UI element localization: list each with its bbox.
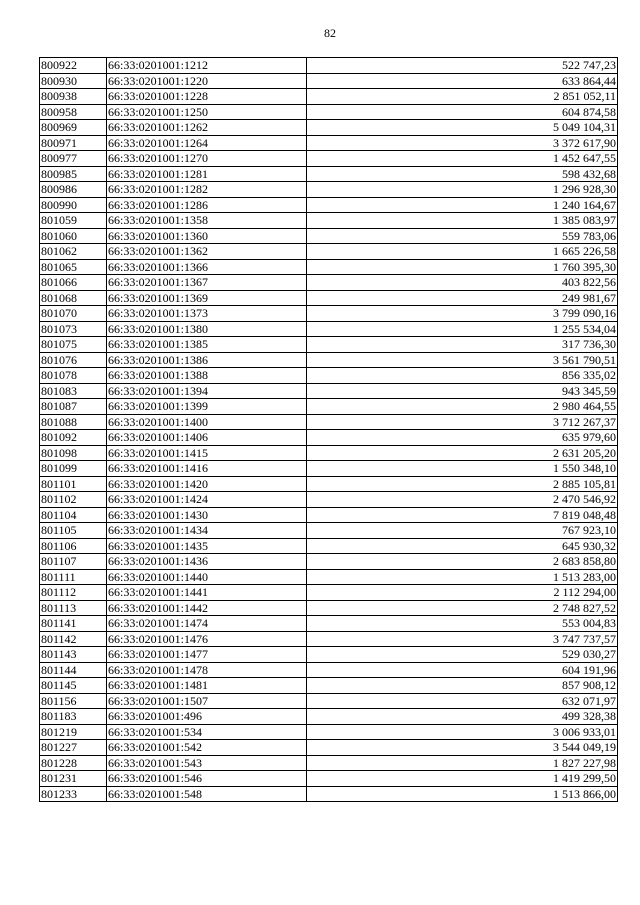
cadastral-number-cell: 66:33:0201001:1435 <box>107 538 307 554</box>
cadastral-number-cell: 66:33:0201001:1385 <box>107 337 307 353</box>
cadastral-value-cell: 3 372 617,90 <box>307 135 618 151</box>
row-id-cell: 801227 <box>40 740 107 756</box>
cadastral-number-cell: 66:33:0201001:1281 <box>107 166 307 182</box>
cadastral-value-cell: 604 191,96 <box>307 662 618 678</box>
cadastral-value-cell: 559 783,06 <box>307 228 618 244</box>
cadastral-number-cell: 66:33:0201001:1388 <box>107 368 307 384</box>
row-id-cell: 801105 <box>40 523 107 539</box>
table-row <box>40 58 618 74</box>
cadastral-value-cell: 3 561 790,51 <box>307 352 618 368</box>
cadastral-number-cell: 66:33:0201001:1474 <box>107 616 307 632</box>
cadastral-number-cell: 66:33:0201001:546 <box>107 771 307 787</box>
table-row <box>40 244 618 260</box>
row-id-cell: 801112 <box>40 585 107 601</box>
row-id-cell: 801101 <box>40 476 107 492</box>
row-id-cell: 800971 <box>40 135 107 151</box>
cadastral-number-cell: 66:33:0201001:1386 <box>107 352 307 368</box>
cadastral-number-cell: 66:33:0201001:1228 <box>107 89 307 105</box>
cadastral-number-cell: 66:33:0201001:1415 <box>107 445 307 461</box>
table-row <box>40 492 618 508</box>
cadastral-number-cell: 66:33:0201001:1282 <box>107 182 307 198</box>
cadastral-number-cell: 66:33:0201001:1212 <box>107 58 307 74</box>
cadastral-number-cell: 66:33:0201001:1430 <box>107 507 307 523</box>
row-id-cell: 800990 <box>40 197 107 213</box>
table-row <box>40 771 618 787</box>
row-id-cell: 801228 <box>40 755 107 771</box>
cadastral-number-cell: 66:33:0201001:1399 <box>107 399 307 415</box>
cadastral-number-cell: 66:33:0201001:1442 <box>107 600 307 616</box>
table-row <box>40 476 618 492</box>
cadastral-value-cell: 3 006 933,01 <box>307 724 618 740</box>
cadastral-number-cell: 66:33:0201001:1441 <box>107 585 307 601</box>
row-id-cell: 800985 <box>40 166 107 182</box>
row-id-cell: 801106 <box>40 538 107 554</box>
cadastral-value-table <box>39 57 618 802</box>
row-id-cell: 801066 <box>40 275 107 291</box>
table-row <box>40 259 618 275</box>
row-id-cell: 801142 <box>40 631 107 647</box>
cadastral-number-cell: 66:33:0201001:1436 <box>107 554 307 570</box>
table-row <box>40 352 618 368</box>
cadastral-number-cell: 66:33:0201001:1373 <box>107 306 307 322</box>
cadastral-value-cell: 1 760 395,30 <box>307 259 618 275</box>
row-id-cell: 801060 <box>40 228 107 244</box>
row-id-cell: 801065 <box>40 259 107 275</box>
table-row <box>40 569 618 585</box>
cadastral-value-cell: 2 980 464,55 <box>307 399 618 415</box>
row-id-cell: 801092 <box>40 430 107 446</box>
cadastral-value-cell: 1 385 083,97 <box>307 213 618 229</box>
table-row <box>40 73 618 89</box>
table-row <box>40 507 618 523</box>
table-row <box>40 662 618 678</box>
cadastral-number-cell: 66:33:0201001:1358 <box>107 213 307 229</box>
table-row <box>40 755 618 771</box>
row-id-cell: 801083 <box>40 383 107 399</box>
row-id-cell: 801219 <box>40 724 107 740</box>
cadastral-value-cell: 2 851 052,11 <box>307 89 618 105</box>
cadastral-value-cell: 1 419 299,50 <box>307 771 618 787</box>
cadastral-value-cell: 2 112 294,00 <box>307 585 618 601</box>
cadastral-number-cell: 66:33:0201001:1262 <box>107 120 307 136</box>
cadastral-value-cell: 7 819 048,48 <box>307 507 618 523</box>
table-row <box>40 182 618 198</box>
row-id-cell: 801144 <box>40 662 107 678</box>
table-row <box>40 383 618 399</box>
table-row <box>40 445 618 461</box>
cadastral-value-cell: 632 071,97 <box>307 693 618 709</box>
table-row <box>40 89 618 105</box>
cadastral-value-cell: 1 296 928,30 <box>307 182 618 198</box>
cadastral-value-cell: 2 885 105,81 <box>307 476 618 492</box>
cadastral-value-cell: 2 470 546,92 <box>307 492 618 508</box>
cadastral-number-cell: 66:33:0201001:1478 <box>107 662 307 678</box>
cadastral-number-cell: 66:33:0201001:1420 <box>107 476 307 492</box>
table-row <box>40 430 618 446</box>
row-id-cell: 800977 <box>40 151 107 167</box>
table-row <box>40 399 618 415</box>
table-row <box>40 461 618 477</box>
row-id-cell: 801062 <box>40 244 107 260</box>
cadastral-value-cell: 5 049 104,31 <box>307 120 618 136</box>
cadastral-number-cell: 66:33:0201001:1366 <box>107 259 307 275</box>
cadastral-value-cell: 635 979,60 <box>307 430 618 446</box>
cadastral-number-cell: 66:33:0201001:1369 <box>107 290 307 306</box>
cadastral-value-cell: 1 513 866,00 <box>307 786 618 802</box>
cadastral-number-cell: 66:33:0201001:548 <box>107 786 307 802</box>
row-id-cell: 800986 <box>40 182 107 198</box>
cadastral-number-cell: 66:33:0201001:1476 <box>107 631 307 647</box>
row-id-cell: 801087 <box>40 399 107 415</box>
cadastral-number-cell: 66:33:0201001:1380 <box>107 321 307 337</box>
row-id-cell: 800969 <box>40 120 107 136</box>
row-id-cell: 801098 <box>40 445 107 461</box>
cadastral-value-cell: 2 748 827,52 <box>307 600 618 616</box>
cadastral-number-cell: 66:33:0201001:1360 <box>107 228 307 244</box>
cadastral-value-cell: 249 981,67 <box>307 290 618 306</box>
cadastral-number-cell: 66:33:0201001:542 <box>107 740 307 756</box>
table-row <box>40 321 618 337</box>
cadastral-number-cell: 66:33:0201001:1400 <box>107 414 307 430</box>
cadastral-value-cell: 499 328,38 <box>307 709 618 725</box>
row-id-cell: 801088 <box>40 414 107 430</box>
table-row <box>40 647 618 663</box>
cadastral-number-cell: 66:33:0201001:1507 <box>107 693 307 709</box>
cadastral-number-cell: 66:33:0201001:1367 <box>107 275 307 291</box>
cadastral-number-cell: 66:33:0201001:1406 <box>107 430 307 446</box>
row-id-cell: 801070 <box>40 306 107 322</box>
cadastral-number-cell: 66:33:0201001:1481 <box>107 678 307 694</box>
cadastral-value-cell: 604 874,58 <box>307 104 618 120</box>
cadastral-value-cell: 3 799 090,16 <box>307 306 618 322</box>
table-row <box>40 631 618 647</box>
row-id-cell: 800958 <box>40 104 107 120</box>
cadastral-number-cell: 66:33:0201001:1270 <box>107 151 307 167</box>
row-id-cell: 800922 <box>40 58 107 74</box>
table-row <box>40 306 618 322</box>
table-row <box>40 228 618 244</box>
table-row <box>40 554 618 570</box>
cadastral-value-cell: 3 712 267,37 <box>307 414 618 430</box>
cadastral-number-cell: 66:33:0201001:1220 <box>107 73 307 89</box>
table-row <box>40 104 618 120</box>
table-row <box>40 678 618 694</box>
cadastral-value-cell: 529 030,27 <box>307 647 618 663</box>
cadastral-number-cell: 66:33:0201001:1264 <box>107 135 307 151</box>
cadastral-value-cell: 1 827 227,98 <box>307 755 618 771</box>
row-id-cell: 801104 <box>40 507 107 523</box>
cadastral-number-cell: 66:33:0201001:1250 <box>107 104 307 120</box>
row-id-cell: 800930 <box>40 73 107 89</box>
row-id-cell: 801099 <box>40 461 107 477</box>
table-row <box>40 523 618 539</box>
cadastral-number-cell: 66:33:0201001:1424 <box>107 492 307 508</box>
table-row <box>40 724 618 740</box>
row-id-cell: 800938 <box>40 89 107 105</box>
row-id-cell: 801143 <box>40 647 107 663</box>
cadastral-value-cell: 403 822,56 <box>307 275 618 291</box>
row-id-cell: 801113 <box>40 600 107 616</box>
row-id-cell: 801107 <box>40 554 107 570</box>
cadastral-value-cell: 1 255 534,04 <box>307 321 618 337</box>
row-id-cell: 801078 <box>40 368 107 384</box>
cadastral-number-cell: 66:33:0201001:1434 <box>107 523 307 539</box>
table-body <box>40 58 618 802</box>
table-row <box>40 135 618 151</box>
table-row <box>40 585 618 601</box>
cadastral-value-cell: 1 240 164,67 <box>307 197 618 213</box>
cadastral-value-cell: 3 544 049,19 <box>307 740 618 756</box>
cadastral-value-cell: 1 452 647,55 <box>307 151 618 167</box>
cadastral-number-cell: 66:33:0201001:1394 <box>107 383 307 399</box>
table-row <box>40 600 618 616</box>
cadastral-value-cell: 598 432,68 <box>307 166 618 182</box>
row-id-cell: 801156 <box>40 693 107 709</box>
table-row <box>40 414 618 430</box>
cadastral-value-cell: 522 747,23 <box>307 58 618 74</box>
row-id-cell: 801059 <box>40 213 107 229</box>
cadastral-number-cell: 66:33:0201001:1286 <box>107 197 307 213</box>
table-row <box>40 337 618 353</box>
table-row <box>40 693 618 709</box>
cadastral-value-cell: 645 930,32 <box>307 538 618 554</box>
cadastral-value-cell: 633 864,44 <box>307 73 618 89</box>
row-id-cell: 801076 <box>40 352 107 368</box>
table-row <box>40 290 618 306</box>
row-id-cell: 801141 <box>40 616 107 632</box>
cadastral-value-cell: 857 908,12 <box>307 678 618 694</box>
cadastral-number-cell: 66:33:0201001:1416 <box>107 461 307 477</box>
cadastral-value-cell: 1 513 283,00 <box>307 569 618 585</box>
row-id-cell: 801183 <box>40 709 107 725</box>
cadastral-number-cell: 66:33:0201001:1440 <box>107 569 307 585</box>
table-row <box>40 120 618 136</box>
table-row <box>40 151 618 167</box>
cadastral-number-cell: 66:33:0201001:543 <box>107 755 307 771</box>
cadastral-value-cell: 2 683 858,80 <box>307 554 618 570</box>
table-row <box>40 368 618 384</box>
row-id-cell: 801233 <box>40 786 107 802</box>
table-row <box>40 709 618 725</box>
cadastral-value-cell: 2 631 205,20 <box>307 445 618 461</box>
row-id-cell: 801111 <box>40 569 107 585</box>
cadastral-value-cell: 1 550 348,10 <box>307 461 618 477</box>
table-row <box>40 166 618 182</box>
cadastral-number-cell: 66:33:0201001:1477 <box>107 647 307 663</box>
table-row <box>40 275 618 291</box>
cadastral-value-cell: 943 345,59 <box>307 383 618 399</box>
cadastral-number-cell: 66:33:0201001:1362 <box>107 244 307 260</box>
cadastral-value-cell: 3 747 737,57 <box>307 631 618 647</box>
row-id-cell: 801231 <box>40 771 107 787</box>
row-id-cell: 801068 <box>40 290 107 306</box>
cadastral-value-cell: 553 004,83 <box>307 616 618 632</box>
table-row <box>40 786 618 802</box>
row-id-cell: 801145 <box>40 678 107 694</box>
cadastral-number-cell: 66:33:0201001:496 <box>107 709 307 725</box>
table-row <box>40 197 618 213</box>
table-row <box>40 538 618 554</box>
page-number: 82 <box>324 26 336 40</box>
cadastral-value-cell: 767 923,10 <box>307 523 618 539</box>
cadastral-value-cell: 317 736,30 <box>307 337 618 353</box>
cadastral-number-cell: 66:33:0201001:534 <box>107 724 307 740</box>
row-id-cell: 801073 <box>40 321 107 337</box>
cadastral-value-cell: 1 665 226,58 <box>307 244 618 260</box>
table-row <box>40 213 618 229</box>
cadastral-value-cell: 856 335,02 <box>307 368 618 384</box>
table-row <box>40 616 618 632</box>
row-id-cell: 801075 <box>40 337 107 353</box>
table-row <box>40 740 618 756</box>
row-id-cell: 801102 <box>40 492 107 508</box>
